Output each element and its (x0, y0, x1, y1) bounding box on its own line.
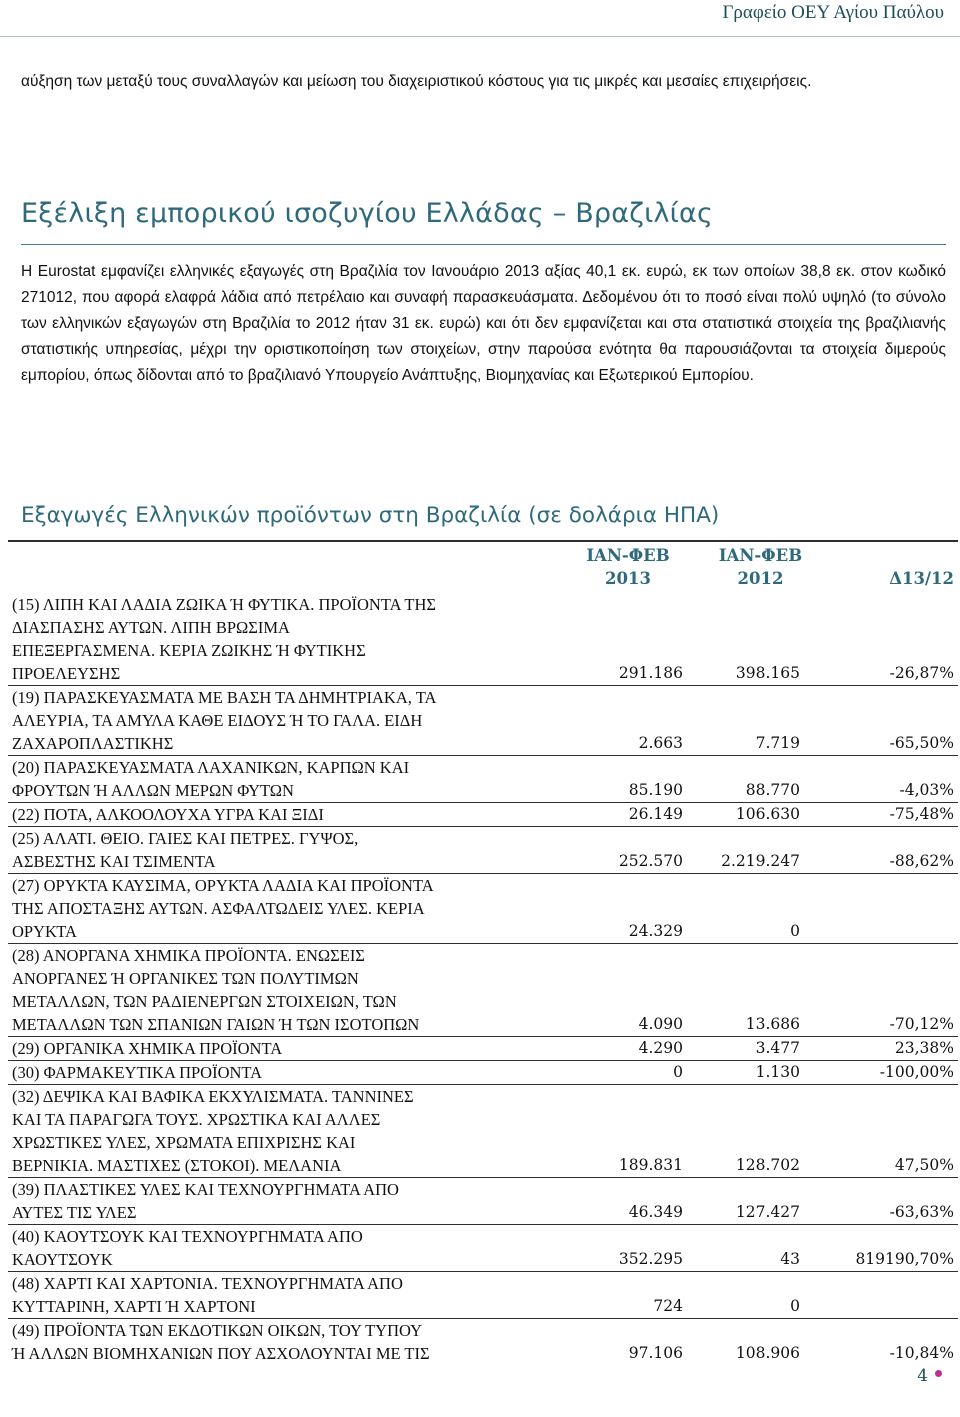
value-2013: 252.570 (618, 852, 683, 870)
product-category (8, 803, 563, 827)
table-body (8, 593, 958, 1365)
product-category (8, 593, 563, 686)
value-2012: 106.630 (735, 805, 800, 823)
product-category-line: (49) ΠΡΟΪΟΝΤΑ ΤΩΝ ΕΚΔΟΤΙΚΩΝ ΟΙΚΩΝ, ΤΟΥ ΤΥΠΟΥ (12, 1321, 423, 1340)
page-bullet-icon (935, 1370, 942, 1377)
product-category-line: (27) ΟΡΥΚΤΑ ΚΑΥΣΙΜΑ, ΟΡΥΚΤΑ ΛΑΔΙΑ ΚΑΙ ΠΡΟΪΟΝΤΑ (12, 876, 434, 895)
product-category-line: (28) ΑΝΟΡΓΑΝΑ ΧΗΜΙΚΑ ΠΡΟΪΟΝΤΑ. ΕΝΩΣΕΙΣ (12, 946, 365, 965)
product-category (8, 1225, 563, 1272)
change-percent: 23,38% (894, 1039, 954, 1057)
product-category (8, 1085, 563, 1178)
header-2013-period: ΙΑΝ-ΦΕΒ (586, 546, 670, 565)
change-percent: -63,63% (889, 1203, 954, 1221)
product-category (8, 686, 563, 756)
product-category-line: (39) ΠΛΑΣΤΙΚΕΣ ΥΛΕΣ ΚΑΙ ΤΕΧΝΟΥΡΓΗΜΑΤΑ ΑΠΟ (12, 1180, 399, 1199)
change-percent: -4,03% (899, 781, 954, 799)
change-percent: -26,87% (889, 664, 954, 682)
value-2012: 128.702 (735, 1156, 800, 1174)
value-2012: 0 (790, 1297, 800, 1315)
table-row (8, 1037, 958, 1061)
table-row (8, 593, 958, 686)
change-percent: -88,62% (889, 852, 954, 870)
value-2012: 88.770 (745, 781, 800, 799)
product-category (8, 1037, 563, 1061)
table-header-row (8, 541, 958, 593)
table-row (8, 1085, 958, 1178)
value-2013: 0 (673, 1063, 683, 1081)
product-category (8, 756, 563, 803)
table-row (8, 944, 958, 1037)
product-category (8, 944, 563, 1037)
product-category-line: (30) ΦΑΡΜΑΚΕΥΤΙΚΑ ΠΡΟΪΟΝΤΑ (12, 1063, 263, 1082)
page-number: 4 (917, 1366, 928, 1386)
value-2013: 352.295 (618, 1250, 683, 1268)
product-category-line: (15) ΛΙΠΗ ΚΑΙ ΛΑΔΙΑ ΖΩΙΚΑ Ή ΦΥΤΙΚΑ. ΠΡΟΪΟΝΤΑ ΤΗΣ (12, 595, 437, 614)
value-2013: 2.663 (638, 734, 683, 752)
product-category-line: ΕΠΕΞΕΡΓΑΣΜΕΝΑ. ΚΕΡΙΑ ΖΩΙΚΗΣ Ή ΦΥΤΙΚΗΣ (12, 641, 366, 660)
value-2012: 398.165 (735, 664, 800, 682)
product-category-line: ΜΕΤΑΛΛΩΝ, ΤΩΝ ΡΑΔΙΕΝΕΡΓΩΝ ΣΤΟΙΧΕΙΩΝ, ΤΩΝ (12, 992, 397, 1011)
change-percent: -100,00% (879, 1063, 954, 1081)
product-category-line: ΖΑΧΑΡΟΠΛΑΣΤΙΚΗΣ (12, 734, 174, 753)
product-category-line: ΔΙΑΣΠΑΣΗΣ ΑΥΤΩΝ. ΛΙΠΗ ΒΡΩΣΙΜΑ (12, 618, 290, 637)
value-2012: 3.477 (755, 1039, 800, 1057)
value-2013: 24.329 (628, 922, 683, 940)
product-category-line: (19) ΠΑΡΑΣΚΕΥΑΣΜΑΤΑ ΜΕ ΒΑΣΗ ΤΑ ΔΗΜΗΤΡΙΑΚΑ, ΤΑ (12, 688, 437, 707)
product-category-line: ΑΝΟΡΓΑΝΕΣ Ή ΟΡΓΑΝΙΚΕΣ ΤΩΝ ΠΟΛΥΤΙΜΩΝ (12, 969, 359, 988)
product-category-line: ΟΡΥΚΤΑ (12, 922, 77, 941)
value-2012: 7.719 (755, 734, 800, 752)
header-product (8, 541, 563, 593)
header-2012-period: ΙΑΝ-ΦΕΒ (718, 546, 803, 565)
value-2013: 291.186 (618, 664, 683, 682)
header-2012-year: 2012 (737, 569, 784, 588)
product-category (8, 1272, 563, 1319)
table-row (8, 1178, 958, 1225)
office-header: Γραφείο ΟΕΥ Αγίου Παύλου (722, 2, 944, 23)
product-category-line: (29) ΟΡΓΑΝΙΚΑ ΧΗΜΙΚΑ ΠΡΟΪΟΝΤΑ (12, 1039, 283, 1058)
exports-table (8, 540, 958, 1365)
product-category-line: (32) ΔΕΨΙΚΑ ΚΑΙ ΒΑΦΙΚΑ ΕΚΧΥΛΙΣΜΑΤΑ. ΤΑΝΝΙΝΕΣ (12, 1087, 414, 1106)
exports-table-wrapper (8, 540, 958, 1365)
intro-text: αύξηση των μεταξύ τους συναλλαγών και μείωση του διαχειριστικού κόστους για τις μικρές και μεσαίες επιχειρήσεις. (21, 73, 812, 90)
table-row (8, 1225, 958, 1272)
product-category-line: (20) ΠΑΡΑΣΚΕΥΑΣΜΑΤΑ ΛΑΧΑΝΙΚΩΝ, ΚΑΡΠΩΝ ΚΑΙ (12, 758, 410, 777)
value-2012: 108.906 (735, 1344, 800, 1362)
product-category (8, 1178, 563, 1225)
product-category-line: ΑΥΤΕΣ ΤΙΣ ΥΛΕΣ (12, 1203, 137, 1222)
product-category-line: ΜΕΤΑΛΛΩΝ ΤΩΝ ΣΠΑΝΙΩΝ ΓΑΙΩΝ Ή ΤΩΝ ΙΣΟΤΟΠΩΝ (12, 1015, 420, 1034)
header-jan-feb-2012 (693, 541, 828, 593)
change-percent: -65,50% (889, 734, 954, 752)
table-row (8, 1061, 958, 1085)
product-category-line: ΒΕΡΝΙΚΙΑ. ΜΑΣΤΙΧΕΣ (ΣΤΟΚΟΙ). ΜΕΛΑΝΙΑ (12, 1156, 342, 1175)
product-category-line: ΚΥΤΤΑΡΙΝΗ, ΧΑΡΤΙ Ή ΧΑΡΤΟΝΙ (12, 1297, 256, 1316)
value-2013: 4.290 (638, 1039, 683, 1057)
change-percent: -10,84% (889, 1344, 954, 1362)
product-category-line: ΠΡΟΕΛΕΥΣΗΣ (12, 664, 121, 683)
value-2012: 13.686 (745, 1015, 800, 1033)
value-2013: 85.190 (628, 781, 683, 799)
product-category (8, 827, 563, 874)
value-2012: 1.130 (755, 1063, 800, 1081)
table-row (8, 686, 958, 756)
value-2012: 127.427 (735, 1203, 800, 1221)
table-row (8, 803, 958, 827)
product-category-line: (48) ΧΑΡΤΙ ΚΑΙ ΧΑΡΤΟΝΙΑ. ΤΕΧΝΟΥΡΓΗΜΑΤΑ ΑΠΟ (12, 1274, 403, 1293)
section-paragraph: Η Eurostat εμφανίζει ελληνικές εξαγωγές στη Βραζιλία τον Ιανουάριο 2013 αξίας 40,1 εκ. ευρώ, εκ των οποίων 38,8 εκ. στον κωδικό 271012, που αφορά ελαφρά λάδια από πετρέλαιο και συναφή παρασκευάσματα. Δεδομένου ότι το ποσό είναι πολύ υψηλό (το σύνολο των ελληνικών εξαγωγών στη Βραζιλία το 2012 ήταν 31 εκ. ευρώ) και ότι δεν εμφανίζεται και στα στατιστικά στοιχεία της βραζιλιανής στατιστικής υπηρεσίας, μέχρι την οριστικοποίηση των στοιχείων, στην παρούσα ενότητα θα παρουσιάζονται τα στοιχεία διμερούς εμπορίου, όπως δίδονται από το βραζιλιανό Υπουργείο Ανάπτυξης, Βιομηχανίας και Εξωτερικού Εμπορίου. (21, 263, 946, 384)
value-2013: 46.349 (628, 1203, 683, 1221)
product-category-line: ΑΣΒΕΣΤΗΣ ΚΑΙ ΤΣΙΜΕΝΤΑ (12, 852, 216, 871)
table-row (8, 874, 958, 944)
value-2012: 2.219.247 (721, 852, 800, 870)
table-row (8, 1272, 958, 1319)
section-divider (21, 244, 946, 245)
change-percent: 819190,70% (855, 1250, 954, 1268)
product-category-line: Ή ΑΛΛΩΝ ΒΙΟΜΗΧΑΝΙΩΝ ΠΟΥ ΑΣΧΟΛΟΥΝΤΑΙ ΜΕ ΤΙΣ (12, 1344, 430, 1363)
header-divider (0, 36, 960, 37)
header-2013-year: 2013 (605, 569, 651, 588)
product-category (8, 1061, 563, 1085)
header-jan-feb-2013 (563, 541, 693, 593)
product-category (8, 874, 563, 944)
value-2013: 4.090 (638, 1015, 683, 1033)
table-row (8, 827, 958, 874)
product-category-line: (25) ΑΛΑΤΙ. ΘΕΙΟ. ΓΑΙΕΣ ΚΑΙ ΠΕΤΡΕΣ. ΓΥΨΟΣ, (12, 829, 359, 848)
product-category-line: (40) ΚΑΟΥΤΣΟΥΚ ΚΑΙ ΤΕΧΝΟΥΡΓΗΜΑΤΑ ΑΠΟ (12, 1227, 363, 1246)
value-2012: 43 (780, 1250, 800, 1268)
value-2013: 724 (653, 1297, 683, 1315)
table-row (8, 756, 958, 803)
table-title: Εξαγωγές Ελληνικών προϊόντων στη Βραζιλία (σε δολάρια ΗΠΑ) (21, 503, 720, 528)
change-percent (828, 1272, 958, 1319)
product-category-line: ΦΡΟΥΤΩΝ Ή ΑΛΛΩΝ ΜΕΡΩΝ ΦΥΤΩΝ (12, 781, 294, 800)
section-title: Εξέλιξη εμπορικού ισοζυγίου Ελλάδας – Βραζιλίας (21, 198, 714, 229)
product-category-line: (22) ΠΟΤΑ, ΑΛΚΟΟΛΟΥΧΑ ΥΓΡΑ ΚΑΙ ΞΙΔΙ (12, 805, 324, 824)
product-category-line: ΤΗΣ ΑΠΟΣΤΑΞΗΣ ΑΥΤΩΝ. ΑΣΦΑΛΤΩΔΕΙΣ ΥΛΕΣ. ΚΕΡΙΑ (12, 899, 425, 918)
product-category-line: ΧΡΩΣΤΙΚΕΣ ΥΛΕΣ, ΧΡΩΜΑΤΑ ΕΠΙΧΡΙΣΗΣ ΚΑΙ (12, 1133, 356, 1152)
change-percent: -70,12% (889, 1015, 954, 1033)
change-percent (828, 874, 958, 944)
value-2013: 26.149 (628, 805, 683, 823)
change-percent: 47,50% (894, 1156, 954, 1174)
value-2013: 97.106 (628, 1344, 683, 1362)
product-category (8, 1319, 563, 1366)
change-percent: -75,48% (889, 805, 954, 823)
header-change: Δ13/12 (889, 569, 954, 588)
table-row (8, 1319, 958, 1366)
value-2012: 0 (790, 922, 800, 940)
product-category-line: ΑΛΕΥΡΙΑ, ΤΑ ΑΜΥΛΑ ΚΑΘΕ ΕΙΔΟΥΣ Ή ΤΟ ΓΑΛΑ. ΕΙΔΗ (12, 711, 423, 730)
product-category-line: ΚΑΟΥΤΣΟΥΚ (12, 1250, 113, 1269)
product-category-line: ΚΑΙ ΤΑ ΠΑΡΑΓΩΓΑ ΤΟΥΣ. ΧΡΩΣΤΙΚΑ ΚΑΙ ΑΛΛΕΣ (12, 1110, 381, 1129)
value-2013: 189.831 (618, 1156, 683, 1174)
